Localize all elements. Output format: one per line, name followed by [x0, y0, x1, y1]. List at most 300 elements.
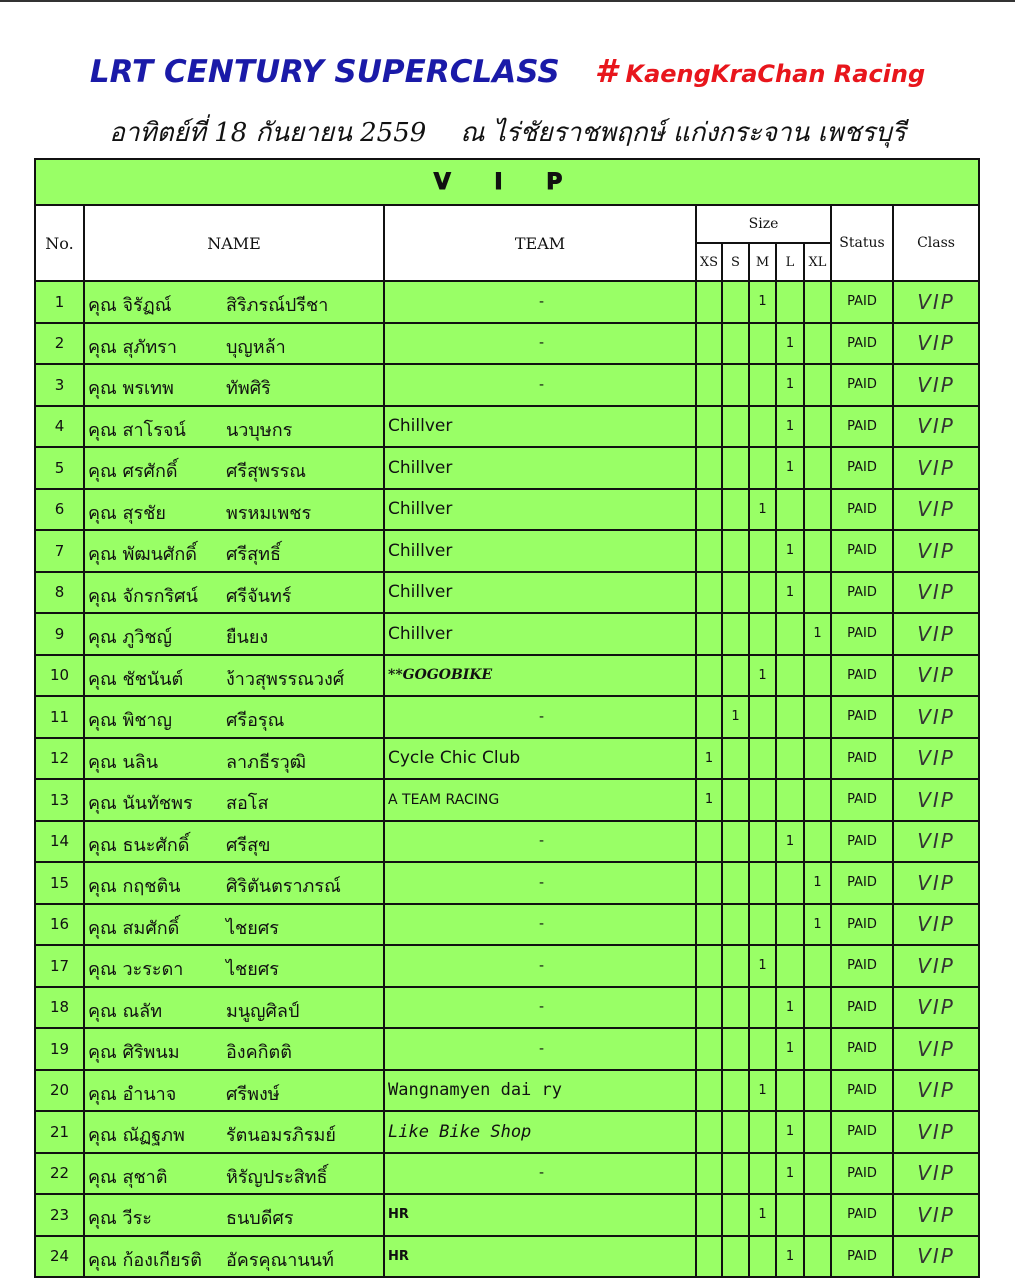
- table-row: [35, 904, 979, 946]
- size-xs-cell: [696, 696, 722, 738]
- table-row: [35, 987, 979, 1029]
- row-no: 21: [35, 1111, 84, 1153]
- size-xl-cell: [804, 1194, 831, 1236]
- row-name: [84, 1028, 384, 1070]
- col-status: Status: [831, 205, 893, 281]
- size-xl-cell: [804, 1070, 831, 1112]
- status-cell: PAID: [831, 530, 893, 572]
- last-name: ศรีสุทธิ์: [226, 544, 281, 565]
- row-no: 8: [35, 572, 84, 614]
- class-cell: VIP: [893, 904, 979, 946]
- size-xl-cell: [804, 1028, 831, 1070]
- size-m-cell: [749, 364, 776, 406]
- first-name: คุณ นลิน: [88, 751, 159, 773]
- first-name: คุณ สาโรจน์: [88, 419, 186, 441]
- size-l-cell: [776, 862, 804, 904]
- size-xs-cell: [696, 323, 722, 365]
- table-row: [35, 406, 979, 448]
- row-no: 20: [35, 1070, 84, 1112]
- table-row: [35, 821, 979, 863]
- size-xl-cell: [804, 323, 831, 365]
- size-s-cell: [722, 655, 749, 697]
- size-xl-cell: [804, 821, 831, 863]
- row-team: -: [384, 281, 696, 323]
- size-s-cell: [722, 987, 749, 1029]
- row-name: [84, 738, 384, 780]
- size-xs-cell: [696, 987, 722, 1029]
- size-s-cell: [722, 738, 749, 780]
- size-m-cell: [749, 1111, 776, 1153]
- row-name: [84, 696, 384, 738]
- size-m-cell: [749, 779, 776, 821]
- size-l-cell: 1: [776, 530, 804, 572]
- last-name: หิรัญประสิทธิ์: [226, 1166, 328, 1188]
- size-m-cell: [749, 904, 776, 946]
- size-m-cell: 1: [749, 945, 776, 987]
- size-l-cell: [776, 655, 804, 697]
- table-row: [35, 779, 979, 821]
- row-team: -: [384, 862, 696, 904]
- last-name: อัครคุณานนท์: [226, 1249, 334, 1271]
- first-name: คุณ ก้องเกียรติ: [88, 1249, 202, 1271]
- class-cell: VIP: [893, 281, 979, 323]
- last-name: สิริภรณ์ปรีชา: [226, 295, 329, 316]
- event-tag: [594, 52, 926, 90]
- event-subtitle: [0, 112, 1015, 153]
- row-team: Chillver: [384, 530, 696, 572]
- size-m-cell: [749, 862, 776, 904]
- participants-table: [34, 158, 980, 1278]
- size-s-cell: [722, 1070, 749, 1112]
- row-team: Chillver: [384, 447, 696, 489]
- table-row: [35, 945, 979, 987]
- size-l-cell: [776, 945, 804, 987]
- size-xs-cell: [696, 904, 722, 946]
- col-size-m: M: [749, 243, 776, 281]
- first-name: คุณ วีระ: [88, 1208, 152, 1229]
- size-l-cell: 1: [776, 821, 804, 863]
- last-name: ศรีจันทร์: [226, 585, 292, 607]
- row-no: 12: [35, 738, 84, 780]
- row-name: [84, 447, 384, 489]
- first-name: คุณ สุภัทรา: [88, 336, 177, 358]
- last-name: ศรีอรุณ: [226, 710, 285, 731]
- size-xs-cell: [696, 406, 722, 448]
- last-name: บุญหล้า: [226, 336, 286, 358]
- table-row: [35, 1070, 979, 1112]
- table-row: [35, 696, 979, 738]
- size-xl-cell: [804, 987, 831, 1029]
- size-xs-cell: [696, 364, 722, 406]
- status-cell: PAID: [831, 447, 893, 489]
- last-name: ยืนยง: [226, 627, 269, 648]
- event-date: อาทิตย์ที่ 18 กันยายน 2559: [109, 118, 427, 148]
- size-l-cell: 1: [776, 572, 804, 614]
- first-name: คุณ สุชาติ: [88, 1166, 168, 1188]
- last-name: สอโส: [226, 793, 269, 814]
- size-l-cell: [776, 696, 804, 738]
- size-xs-cell: [696, 1070, 722, 1112]
- row-name: [84, 281, 384, 323]
- size-xs-cell: [696, 572, 722, 614]
- row-team: -: [384, 945, 696, 987]
- size-xs-cell: [696, 281, 722, 323]
- size-l-cell: 1: [776, 447, 804, 489]
- class-cell: VIP: [893, 447, 979, 489]
- size-s-cell: [722, 364, 749, 406]
- size-m-cell: [749, 1028, 776, 1070]
- size-l-cell: [776, 779, 804, 821]
- table-row: [35, 655, 979, 697]
- first-name: คุณ ภูวิชญ์: [88, 627, 172, 648]
- row-no: 1: [35, 281, 84, 323]
- row-name: [84, 655, 384, 697]
- status-cell: PAID: [831, 572, 893, 614]
- size-xs-cell: [696, 1028, 722, 1070]
- size-l-cell: 1: [776, 1236, 804, 1278]
- size-m-cell: 1: [749, 281, 776, 323]
- class-cell: VIP: [893, 655, 979, 697]
- class-cell: VIP: [893, 987, 979, 1029]
- size-m-cell: [749, 613, 776, 655]
- size-s-cell: [722, 779, 749, 821]
- size-l-cell: [776, 489, 804, 531]
- last-name: มนูญศิลป์: [226, 1000, 300, 1022]
- last-name: รัตนอมรภิรมย์: [226, 1125, 336, 1146]
- status-cell: PAID: [831, 281, 893, 323]
- row-name: [84, 364, 384, 406]
- class-cell: VIP: [893, 489, 979, 531]
- size-s-cell: 1: [722, 696, 749, 738]
- size-l-cell: [776, 281, 804, 323]
- event-title: LRT CENTURY SUPERCLASS: [89, 54, 560, 90]
- row-team: -: [384, 987, 696, 1029]
- row-no: 14: [35, 821, 84, 863]
- table-row: [35, 613, 979, 655]
- table-row: [35, 1028, 979, 1070]
- row-no: 22: [35, 1153, 84, 1195]
- size-xl-cell: [804, 572, 831, 614]
- col-team: TEAM: [384, 205, 696, 281]
- table-row: [35, 1111, 979, 1153]
- size-m-cell: 1: [749, 1194, 776, 1236]
- row-name: [84, 1070, 384, 1112]
- first-name: คุณ ชัชนันต์: [88, 668, 184, 690]
- row-team: -: [384, 1028, 696, 1070]
- row-no: 13: [35, 779, 84, 821]
- size-l-cell: [776, 1194, 804, 1236]
- first-name: คุณ จักรกริศน์: [88, 585, 198, 607]
- size-xl-cell: [804, 779, 831, 821]
- size-xs-cell: [696, 1153, 722, 1195]
- size-l-cell: 1: [776, 323, 804, 365]
- row-team: Chillver: [384, 406, 696, 448]
- size-s-cell: [722, 572, 749, 614]
- first-name: คุณ สุรชัย: [88, 502, 166, 524]
- table-row: [35, 1153, 979, 1195]
- last-name: นวบุษกร: [226, 419, 293, 441]
- first-name: คุณ กฤชติน: [88, 876, 181, 897]
- status-cell: PAID: [831, 1028, 893, 1070]
- size-m-cell: [749, 323, 776, 365]
- table-row: [35, 1236, 979, 1278]
- table-row: [35, 489, 979, 531]
- last-name: ลาภธีรวุฒิ: [226, 751, 307, 773]
- size-xl-cell: [804, 530, 831, 572]
- row-no: 2: [35, 323, 84, 365]
- table-row: [35, 281, 979, 323]
- size-xs-cell: [696, 862, 722, 904]
- row-team: A TEAM RACING: [384, 779, 696, 821]
- row-name: [84, 530, 384, 572]
- first-name: คุณ พิชาญ: [88, 710, 172, 731]
- size-xl-cell: [804, 655, 831, 697]
- last-name: ไชยศร: [226, 917, 279, 939]
- first-name: คุณ สมศักดิ์: [88, 917, 180, 939]
- status-cell: PAID: [831, 738, 893, 780]
- size-m-cell: [749, 696, 776, 738]
- status-cell: PAID: [831, 904, 893, 946]
- size-xl-cell: [804, 945, 831, 987]
- size-m-cell: [749, 572, 776, 614]
- size-l-cell: [776, 613, 804, 655]
- row-name: [84, 1153, 384, 1195]
- size-xl-cell: [804, 406, 831, 448]
- first-name: คุณ ณลัท: [88, 1000, 163, 1022]
- class-cell: VIP: [893, 1070, 979, 1112]
- row-name: [84, 904, 384, 946]
- status-cell: PAID: [831, 1070, 893, 1112]
- class-cell: VIP: [893, 613, 979, 655]
- size-s-cell: [722, 613, 749, 655]
- class-cell: VIP: [893, 530, 979, 572]
- first-name: คุณ ณัฏฐภพ: [88, 1125, 185, 1146]
- first-name: คุณ พรเทพ: [88, 378, 174, 399]
- size-s-cell: [722, 530, 749, 572]
- size-s-cell: [722, 904, 749, 946]
- last-name: อิงคกิตติ: [226, 1042, 292, 1063]
- size-l-cell: 1: [776, 1153, 804, 1195]
- size-l-cell: 1: [776, 1111, 804, 1153]
- table-row: [35, 364, 979, 406]
- last-name: ไชยศร: [226, 959, 279, 980]
- first-name: คุณ พัฒนศักดิ์: [88, 544, 197, 565]
- col-size-s: S: [722, 243, 749, 281]
- row-no: 24: [35, 1236, 84, 1278]
- first-name: คุณ วะระดา: [88, 959, 184, 980]
- size-s-cell: [722, 1236, 749, 1278]
- col-size-l: L: [776, 243, 804, 281]
- class-cell: VIP: [893, 406, 979, 448]
- size-xl-cell: [804, 281, 831, 323]
- size-l-cell: [776, 904, 804, 946]
- row-no: 11: [35, 696, 84, 738]
- document-title: [0, 52, 1015, 90]
- row-team: -: [384, 1153, 696, 1195]
- last-name: ศรีสุข: [226, 834, 271, 856]
- col-size-xl: XL: [804, 243, 831, 281]
- size-m-cell: [749, 987, 776, 1029]
- last-name: ศรีสุพรรณ: [226, 461, 306, 482]
- row-team: Chillver: [384, 613, 696, 655]
- size-s-cell: [722, 862, 749, 904]
- size-s-cell: [722, 821, 749, 863]
- row-no: 9: [35, 613, 84, 655]
- row-name: [84, 945, 384, 987]
- row-name: [84, 613, 384, 655]
- class-cell: VIP: [893, 1236, 979, 1278]
- last-name: ทัพศิริ: [226, 378, 271, 399]
- row-team: Cycle Chic Club: [384, 738, 696, 780]
- row-no: 3: [35, 364, 84, 406]
- class-cell: VIP: [893, 779, 979, 821]
- size-xl-cell: 1: [804, 613, 831, 655]
- class-cell: VIP: [893, 1153, 979, 1195]
- status-cell: PAID: [831, 489, 893, 531]
- row-no: 17: [35, 945, 84, 987]
- size-m-cell: 1: [749, 1070, 776, 1112]
- size-m-cell: [749, 406, 776, 448]
- row-no: 4: [35, 406, 84, 448]
- row-name: [84, 779, 384, 821]
- size-xs-cell: [696, 613, 722, 655]
- size-l-cell: 1: [776, 364, 804, 406]
- row-team: Chillver: [384, 572, 696, 614]
- class-cell: VIP: [893, 364, 979, 406]
- status-cell: PAID: [831, 655, 893, 697]
- size-s-cell: [722, 281, 749, 323]
- row-name: [84, 489, 384, 531]
- first-name: คุณ นันทัชพร: [88, 793, 193, 814]
- status-cell: PAID: [831, 945, 893, 987]
- row-team: -: [384, 364, 696, 406]
- size-s-cell: [722, 323, 749, 365]
- size-s-cell: [722, 1111, 749, 1153]
- last-name: พรหมเพชร: [226, 502, 312, 524]
- status-cell: PAID: [831, 862, 893, 904]
- size-s-cell: [722, 1153, 749, 1195]
- first-name: คุณ ศรศักดิ์: [88, 461, 178, 482]
- size-m-cell: [749, 1153, 776, 1195]
- top-border: [0, 0, 1015, 2]
- table-row: [35, 1194, 979, 1236]
- first-name: คุณ อำนาจ: [88, 1083, 177, 1105]
- size-xl-cell: 1: [804, 862, 831, 904]
- last-name: ศรีพงษ์: [226, 1083, 280, 1105]
- size-m-cell: [749, 738, 776, 780]
- class-cell: VIP: [893, 862, 979, 904]
- size-m-cell: [749, 821, 776, 863]
- row-no: 23: [35, 1194, 84, 1236]
- size-s-cell: [722, 1194, 749, 1236]
- size-xl-cell: [804, 489, 831, 531]
- row-team: HR: [384, 1236, 696, 1278]
- row-no: 19: [35, 1028, 84, 1070]
- row-team: -: [384, 696, 696, 738]
- table-row: [35, 862, 979, 904]
- status-cell: PAID: [831, 987, 893, 1029]
- col-name: NAME: [84, 205, 384, 281]
- size-xl-cell: [804, 447, 831, 489]
- row-name: [84, 821, 384, 863]
- size-xs-cell: [696, 1111, 722, 1153]
- row-team: **GOGOBIKE: [384, 655, 696, 697]
- status-cell: PAID: [831, 613, 893, 655]
- row-team: Wangnamyen dai ry: [384, 1070, 696, 1112]
- row-name: [84, 572, 384, 614]
- size-m-cell: [749, 1236, 776, 1278]
- size-m-cell: 1: [749, 655, 776, 697]
- table-row: [35, 572, 979, 614]
- status-cell: PAID: [831, 696, 893, 738]
- size-xs-cell: [696, 1236, 722, 1278]
- row-team: -: [384, 821, 696, 863]
- class-cell: VIP: [893, 945, 979, 987]
- size-l-cell: 1: [776, 987, 804, 1029]
- size-xs-cell: [696, 945, 722, 987]
- size-s-cell: [722, 945, 749, 987]
- row-name: [84, 406, 384, 448]
- section-title: V I P: [35, 159, 979, 205]
- class-cell: VIP: [893, 323, 979, 365]
- size-m-cell: [749, 447, 776, 489]
- row-no: 7: [35, 530, 84, 572]
- class-cell: VIP: [893, 1111, 979, 1153]
- size-xs-cell: [696, 1194, 722, 1236]
- size-l-cell: [776, 738, 804, 780]
- size-xs-cell: [696, 821, 722, 863]
- status-cell: PAID: [831, 821, 893, 863]
- last-name: ศิริตันตราภรณ์: [226, 876, 341, 897]
- col-class: Class: [893, 205, 979, 281]
- row-team: -: [384, 323, 696, 365]
- size-l-cell: 1: [776, 1028, 804, 1070]
- size-xl-cell: [804, 1236, 831, 1278]
- size-xs-cell: [696, 655, 722, 697]
- size-l-cell: [776, 1070, 804, 1112]
- status-cell: PAID: [831, 406, 893, 448]
- first-name: คุณ ศิริพนม: [88, 1042, 180, 1063]
- size-s-cell: [722, 406, 749, 448]
- size-xl-cell: [804, 1111, 831, 1153]
- row-no: 18: [35, 987, 84, 1029]
- row-no: 10: [35, 655, 84, 697]
- size-xs-cell: [696, 447, 722, 489]
- row-name: [84, 987, 384, 1029]
- size-xl-cell: [804, 696, 831, 738]
- size-xl-cell: [804, 364, 831, 406]
- col-no: No.: [35, 205, 84, 281]
- hash-symbol: #: [594, 52, 618, 90]
- size-xs-cell: 1: [696, 738, 722, 780]
- class-cell: VIP: [893, 572, 979, 614]
- row-name: [84, 1194, 384, 1236]
- size-s-cell: [722, 489, 749, 531]
- row-team: Chillver: [384, 489, 696, 531]
- class-cell: VIP: [893, 1028, 979, 1070]
- last-name: ง้าวสุพรรณวงศ์: [226, 668, 345, 690]
- table-row: [35, 447, 979, 489]
- size-s-cell: [722, 447, 749, 489]
- row-name: [84, 1236, 384, 1278]
- size-xs-cell: [696, 489, 722, 531]
- class-cell: VIP: [893, 738, 979, 780]
- table-row: [35, 738, 979, 780]
- class-cell: VIP: [893, 696, 979, 738]
- row-team: Like Bike Shop: [384, 1111, 696, 1153]
- col-size-xs: XS: [696, 243, 722, 281]
- row-name: [84, 1111, 384, 1153]
